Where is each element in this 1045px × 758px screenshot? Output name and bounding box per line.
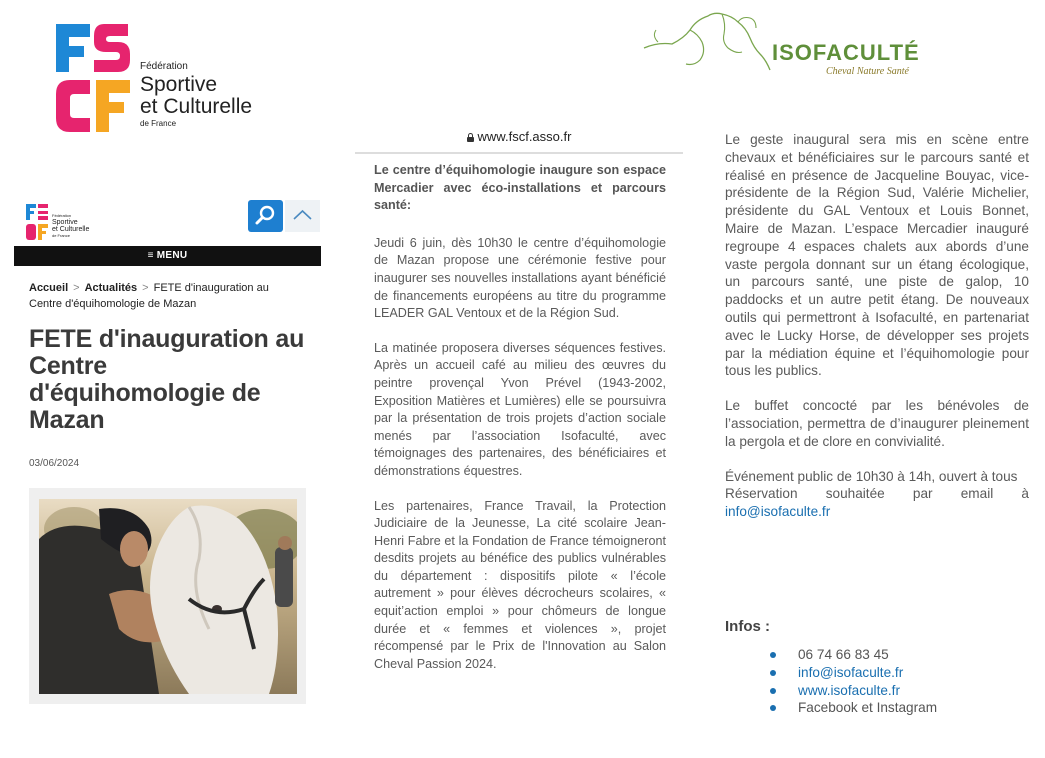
mini-logo-line3: et Culturelle xyxy=(52,226,90,233)
bullet-icon xyxy=(770,705,776,711)
isofaculte-tagline: Cheval Nature Santé xyxy=(826,66,909,77)
fscf-logo-line4: de France xyxy=(140,119,177,128)
url-text: www.fscf.asso.fr xyxy=(477,129,572,144)
reservation-email-link[interactable]: info@isofaculte.fr xyxy=(725,504,831,520)
breadcrumb xyxy=(29,280,304,312)
list-item xyxy=(770,646,1030,664)
article-date: 03/06/2024 xyxy=(29,458,80,469)
list-item xyxy=(770,664,1030,682)
breadcrumb-home[interactable]: Accueil xyxy=(29,282,69,294)
article-paragraph: La matinée proposera diverses séquences festives. Après un accueil café au milieu des œuvres du peintre provençal Yvon Prével (1943-2002, Exposition Matières et Lumières) elle se poursuivra par la présentation de trois projets d’action sociale menés par l’association Isofaculté, avec témoignages des partenaires, des bénéficiaires et démonstrations équestres. xyxy=(374,340,666,478)
infos-email-link[interactable]: info@isofaculte.fr xyxy=(798,664,904,680)
fscf-logo-line2: Sportive xyxy=(140,73,218,96)
bullet-icon xyxy=(770,670,776,676)
infos-title: Infos : xyxy=(725,618,770,635)
fscf-logo-line1: Fédération xyxy=(140,61,188,72)
bullet-icon xyxy=(770,688,776,694)
horse-photo xyxy=(39,499,297,694)
isofaculte-logo xyxy=(638,8,938,88)
fscf-small-logo-mark xyxy=(26,202,52,242)
article-body-middle xyxy=(374,162,666,690)
article-paragraph: Les partenaires, France Travail, la Protection Judiciaire de la Jeunesse, La cité scolaire Jean-Henri Fabre et la Fondation de France témoigneront desdits projets au bénéfice des publics vulnérables du département : dispositifs pilote « l’école autrement » pour élèves décrocheurs scolaires, « equit’action emploi » pour chômeurs de longue durée et « femmes et violences », projet récompensé par le Prix de l'Innovation au Salon Cheval Passion 2024. xyxy=(374,498,666,671)
social-text: Facebook et Instagram xyxy=(798,700,938,716)
page-title: FETE d'inauguration au Centre d'équihomologie de Mazan xyxy=(29,325,305,434)
lock-icon xyxy=(467,133,474,142)
fscf-logo xyxy=(56,14,276,136)
list-item xyxy=(770,699,1030,717)
isofaculte-name: ISOFACULTÉ xyxy=(772,40,920,65)
mini-logo-line4: de France xyxy=(52,233,71,238)
menu-button[interactable]: ≡ MENU xyxy=(14,246,321,266)
address-bar[interactable] xyxy=(355,126,683,154)
bullet-icon xyxy=(770,652,776,658)
fscf-logo-mark xyxy=(56,14,146,134)
breadcrumb-news[interactable]: Actualités xyxy=(84,282,138,294)
article-paragraph: Le buffet concocté par les bénévoles de l’association, permettra de d’inaugurer pleinement la pergola et de clore en convivialité. xyxy=(725,398,1029,449)
fscf-logo-line3: et Culturelle xyxy=(140,95,253,118)
mini-logo-line1: Fédération xyxy=(52,213,72,218)
event-info: Événement public de 10h30 à 14h, ouvert à tous xyxy=(725,468,1018,484)
scroll-top-button[interactable] xyxy=(285,200,320,232)
reservation-text: Réservation souhaitée par email à xyxy=(725,486,1029,502)
reservation-line xyxy=(725,485,1029,503)
website-link[interactable]: www.isofaculte.fr xyxy=(798,682,900,698)
site-header xyxy=(14,196,321,246)
mini-logo-line2: Sportive xyxy=(52,219,78,226)
article-body-right xyxy=(725,131,1029,521)
article-paragraph: Le geste inaugural sera mis en scène entre chevaux et bénéficiaires sur le parcours santé et réalisé en présence de Jacqueline Bouyac, vice-présidente de la Région Sud, Valérie Michelier, présidente du GAL Ventoux et Louis Bonnet, Maire de Mazan. L’espace Mercadier inauguré regroupe 4 espaces chalets aux abords d’une vaste pergola donnant sur un étang écologique, un parcours santé, une piste de galop, 10 paddocks et un autre petit étang. De nouveaux outils qui permettront à Isofaculté, en partenariat avec le Lucky Horse, de développer ses projets par la médiation équine et l’équihomologie pour tous les publics. xyxy=(725,132,1029,379)
breadcrumb-separator: > xyxy=(73,282,80,294)
search-button[interactable] xyxy=(248,200,283,232)
breadcrumb-current: FETE d'inauguration au Centre d'équihomologie de Mazan xyxy=(29,282,269,310)
article-paragraph: Jeudi 6 juin, dès 10h30 le centre d’équihomologie de Mazan propose une cérémonie festive pour inaugurer ses nouvelles installations ayant bénéficié de financements européens au titre du programme LEADER GAL Ventoux et de la Région Sud. xyxy=(374,235,666,321)
search-icon xyxy=(248,200,283,232)
breadcrumb-separator: > xyxy=(142,282,149,294)
chevron-up-icon xyxy=(285,200,320,232)
article-lead: Le centre d’équihomologie inaugure son espace Mercadier avec éco-installations et parcours santé: xyxy=(374,163,666,213)
horse-head-icon xyxy=(638,8,778,88)
phone-number: 06 74 66 83 45 xyxy=(798,647,889,662)
list-item xyxy=(770,682,1030,700)
infos-list xyxy=(770,646,1030,717)
